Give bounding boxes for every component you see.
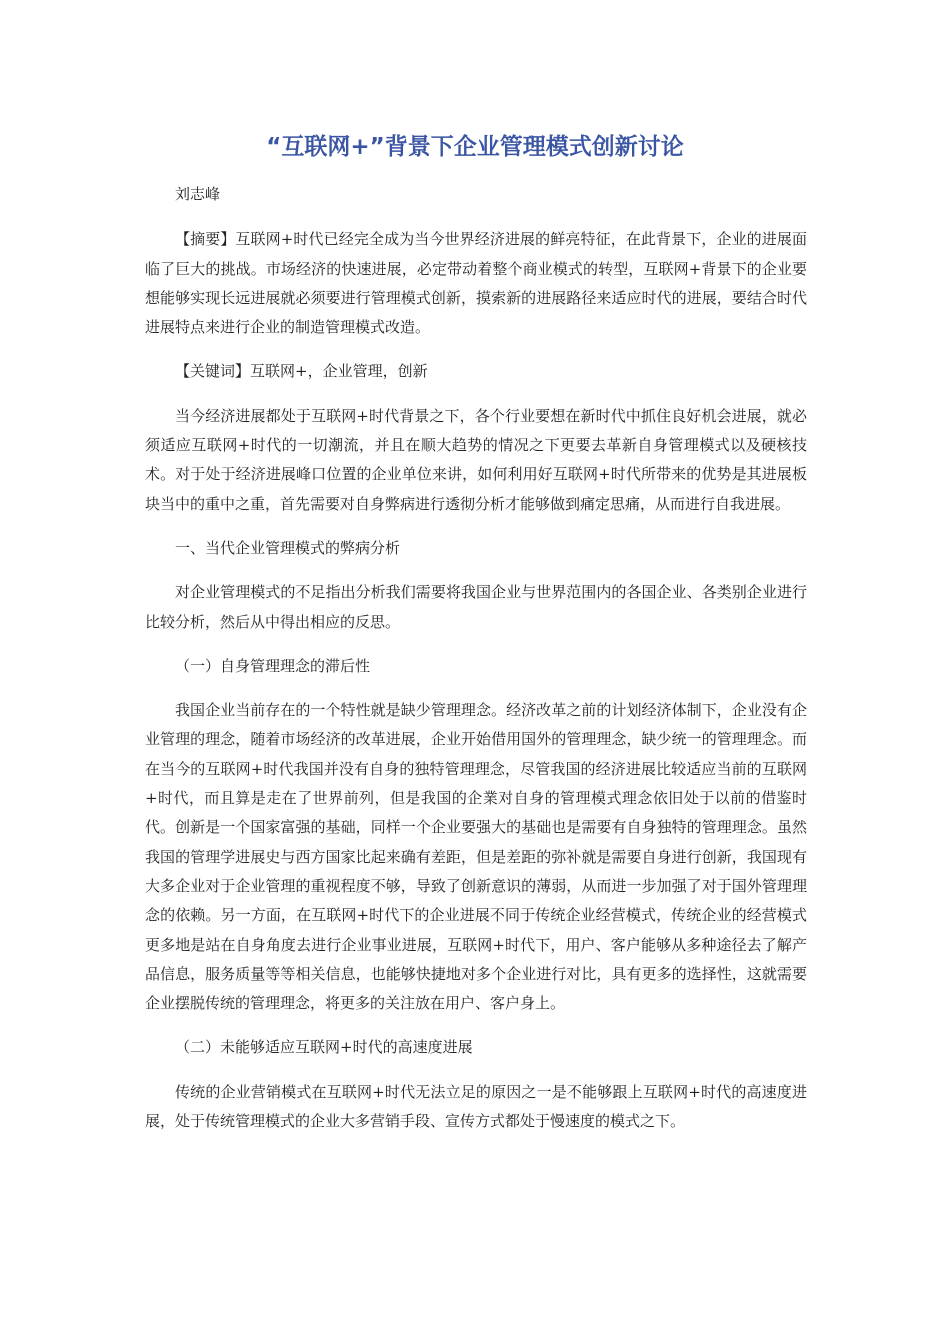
abstract-paragraph: 【摘要】互联网+时代已经完全成为当今世界经济进展的鲜亮特征，在此背景下，企业的进展面临了巨大的挑战。市场经济的快速进展，必定带动着整个商业模式的转型，互联网+背景下的企业要想能够实现长远进展就必须要进行管理模式创新，摸索新的进展路径来适应时代的进展，要结合时代进展特点来进行企业的制造管理模式改造。	[145, 230, 807, 337]
document-title: “互联网+”背景下企业管理模式创新讨论	[266, 134, 684, 160]
intro-paragraph: 当今经济进展都处于互联网+时代背景之下，各个行业要想在新时代中抓住良好机会进展，就必须适应互联网+时代的一切潮流，并且在顺大趋势的情况之下更要去革新自身管理模式以及硬核技术。对于处于经济进展峰口位置的企业单位来讲，如何利用好互联网+时代所带来的优势是其进展板块当中的重中之重，首先需要对自身弊病进行透彻分析才能够做到痛定思痛，从而进行自我进展。	[145, 406, 807, 513]
section-heading-1: 一、当代企业管理模式的弊病分析	[175, 538, 401, 557]
subsection1-paragraph: 我国企业当前存在的一个特性就是缺少管理理念。经济改革之前的计划经济体制下，企业没有企业管理的理念，随着市场经济的改革进展，企业开始借用国外的管理理念，缺少统一的管理理念。而在当今的互联网+时代我国并没有自身的独特管理理念，尽管我国的经济进展比较适应当前的互联网+时代，而且算是走在了世界前列，但是我国的企業对自身的管理模式理念依旧处于以前的借鉴时代。创新是一个国家富强的基础，同样一个企业要强大的基础也是需要有自身独特的管理理念。虽然我国的管理学进展史与西方国家比起来确有差距，但是差距的弥补就是需要自身进行创新，我国现有大多企业对于企业管理的重视程度不够，导致了创新意识的薄弱，从而进一步加强了对于国外管理理念的依赖。另一方面，在互联网+时代下的企业进展不同于传统企业经营模式，传统企业的经营模式更多地是站在自身角度去进行企业事业进展，互联网+时代下，用户、客户能够从多种途径去了解产品信息，服务质量等等相关信息，也能够快捷地对多个企业进行对比，具有更多的选择性，这就需要企业摆脱传统的管理理念，将更多的关注放在用户、客户身上。	[145, 701, 807, 1013]
author-name: 刘志峰	[175, 185, 221, 203]
document-body	[145, 180, 807, 1136]
subsection2-paragraph: 传统的企业营销模式在互联网+时代无法立足的原因之一是不能够跟上互联网+时代的高速度进展，处于传统管理模式的企业大多营销手段、宣传方式都处于慢速度的模式之下。	[145, 1082, 807, 1131]
subsection-heading-1: （一）自身管理理念的滞后性	[175, 656, 371, 675]
keywords-paragraph: 【关键词】互联网+，企业管理，创新	[175, 362, 428, 381]
section1-paragraph: 对企业管理模式的不足指出分析我们需要将我国企业与世界范围内的各国企业、各类别企业进行比较分析，然后从中得出相应的反思。	[145, 583, 807, 631]
subsection-heading-2: （二）未能够适应互联网+时代的高速度进展	[175, 1038, 473, 1057]
